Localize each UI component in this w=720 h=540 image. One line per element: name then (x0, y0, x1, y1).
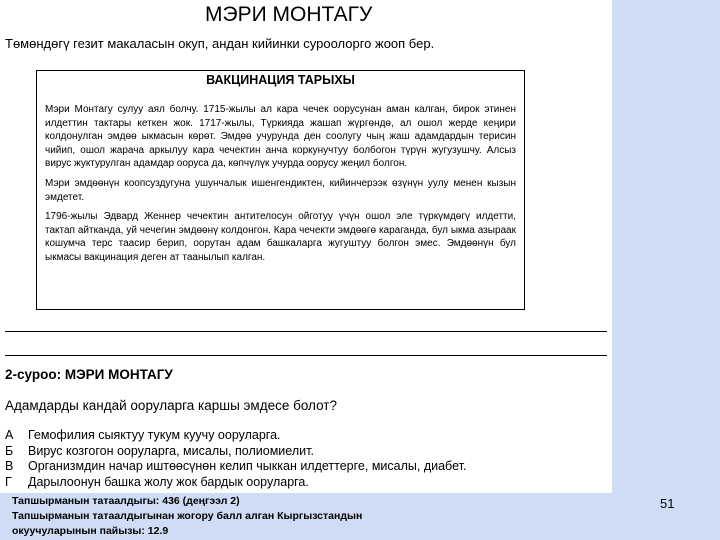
article-heading: ВАКЦИНАЦИЯ ТАРЫХЫ (206, 73, 355, 87)
footer-text (12, 494, 362, 539)
option-letter: В (5, 459, 14, 473)
answer-option (5, 475, 466, 491)
option-letter: Б (5, 443, 14, 458)
question-title: 2-суроо: МЭРИ МОНТАГУ (5, 367, 173, 382)
option-letter: А (5, 428, 14, 442)
divider-line (5, 355, 607, 356)
option-text: Гемофилия сыяктуу тукум куучу ооруларга. (28, 428, 281, 442)
page-title: МЭРИ МОНТАГУ (205, 3, 373, 26)
footer-line: окуучуларынын пайызы: 12.9 (12, 525, 169, 537)
article-paragraph: Мэри эмдөөнүн коопсуздугуна ушунчалык ишенгендиктен, кийинчерээк өзүнүн уулу менен кызын эмдетет. (45, 177, 516, 203)
answer-options (5, 428, 466, 490)
divider-line (5, 331, 607, 332)
option-text: Дарылоонун башка жолу жок бардык ооруларга. (28, 474, 309, 489)
page-number: 51 (660, 496, 675, 511)
question-text: Адамдарды кандай ооруларга каршы эмдесе болот? (5, 398, 337, 413)
footer-line: Тапшырманын татаалдыгынан жогору балл алган Кыргызстандын (12, 510, 363, 522)
footer-line: Тапшырманын татаалдыгы: 436 (деңгээл 2) (12, 495, 240, 507)
answer-option (5, 428, 466, 444)
option-text: Организмдин начар иштөөсүнөн келип чыккан илдеттерге, мисалы, диабет. (28, 459, 467, 473)
option-text: Вирус козгогон ооруларга, мисалы, полиомиелит. (28, 443, 314, 458)
instruction-text: Төмөндөгү гезит макаласын окуп, андан кийинки суроолорго жооп бер. (5, 36, 435, 51)
article-box (36, 70, 525, 310)
article-paragraph: 1796-жылы Эдвард Женнер чечектин антителосун ойготуу үчүн ошол эле түркүмдөгү илдетти, тактап айтканда, уй чечегин эмдөөнү колдонгон. Кара чечекти эмдөөгө караганда, бул ыкма азыраак кошумча терс таасир берип, оорутан адам башкаларга жугуштуу болгон эмес. Эмдөөнүн бул ыкмасы вакцинация деген ат таанылып калган. (45, 211, 516, 263)
option-letter: Г (5, 474, 12, 489)
side-panel (612, 0, 720, 540)
article-paragraph: Мэри Монтагу сулуу аял болчу. 1715-жылы ал кара чечек оорусунан аман калган, бирок этинен илдеттин тактары кеткен жок. 1717-жылы, Түркияда жашап жүргөндө, ал ошол жерде кеңири колдонулган эмдөө ыкмасын көрөт. Эмдөө учурунда ден соолугу чың жаш адамдардын терисин чийип, ошол жарача аркылуу кара чечектин анча коркунучтуу болбогон түрүн жугузушчу. Алсыз вирус жуктурулган адамдар ооруса да, көпчүлүк учурда оорусу жеңил болгон. (45, 104, 516, 170)
answer-option (5, 459, 466, 475)
answer-option (5, 444, 466, 460)
article-body (45, 103, 516, 271)
